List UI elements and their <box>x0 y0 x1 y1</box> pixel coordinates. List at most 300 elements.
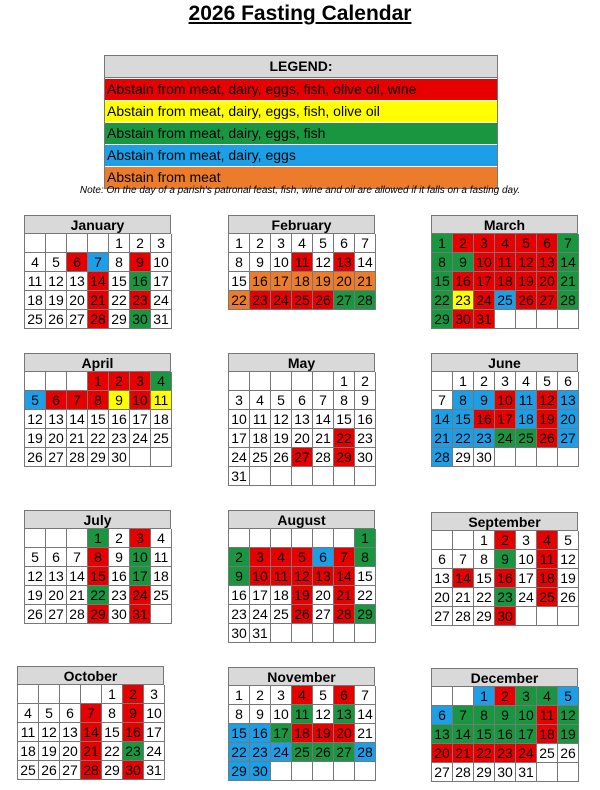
day-cell: 21 <box>355 724 376 743</box>
day-cell: 12 <box>271 410 292 429</box>
day-cell: 23 <box>250 743 271 762</box>
month-title: December <box>431 668 578 686</box>
day-cell: 10 <box>495 391 516 410</box>
day-cell: 1 <box>355 529 376 548</box>
day-cell: 14 <box>355 705 376 724</box>
day-cell: 1 <box>229 686 250 705</box>
day-cell: 5 <box>25 548 46 567</box>
day-cell: 29 <box>88 448 109 467</box>
day-cell: 17 <box>130 410 151 429</box>
day-cell: 24 <box>250 605 271 624</box>
day-cell: 20 <box>432 588 453 607</box>
day-cell: 6 <box>432 706 453 725</box>
day-cell: 31 <box>474 310 495 329</box>
day-cell: 15 <box>453 410 474 429</box>
day-cell: 2 <box>109 529 130 548</box>
empty-cell <box>432 372 453 391</box>
empty-cell <box>516 310 537 329</box>
month-title: April <box>24 353 171 371</box>
page-title: 2026 Fasting Calendar <box>188 2 412 25</box>
day-cell: 20 <box>334 724 355 743</box>
day-cell: 10 <box>151 253 172 272</box>
day-cell: 8 <box>474 550 495 569</box>
month-april <box>24 353 171 467</box>
day-cell: 23 <box>229 605 250 624</box>
empty-cell <box>355 624 376 643</box>
empty-cell <box>25 529 46 548</box>
day-cell: 29 <box>474 763 495 782</box>
day-cell: 30 <box>130 310 151 329</box>
day-cell: 6 <box>334 686 355 705</box>
empty-cell <box>292 372 313 391</box>
day-cell: 9 <box>495 706 516 725</box>
day-cell: 24 <box>516 588 537 607</box>
day-cell: 30 <box>229 624 250 643</box>
day-cell: 24 <box>151 291 172 310</box>
day-grid <box>228 685 375 781</box>
day-cell: 26 <box>46 310 67 329</box>
day-cell: 17 <box>151 272 172 291</box>
day-cell: 11 <box>151 548 172 567</box>
day-cell: 8 <box>102 704 123 723</box>
day-cell: 7 <box>81 704 102 723</box>
empty-cell <box>67 529 88 548</box>
day-cell: 19 <box>25 429 46 448</box>
empty-cell <box>60 685 81 704</box>
day-cell: 11 <box>292 705 313 724</box>
day-cell: 28 <box>67 605 88 624</box>
empty-cell <box>292 762 313 781</box>
day-grid <box>228 371 375 486</box>
day-grid <box>431 686 578 782</box>
day-cell: 9 <box>250 705 271 724</box>
day-cell: 25 <box>537 588 558 607</box>
empty-cell <box>151 605 172 624</box>
day-cell: 18 <box>250 429 271 448</box>
day-cell: 5 <box>39 704 60 723</box>
day-cell: 17 <box>516 569 537 588</box>
day-cell: 25 <box>18 761 39 780</box>
day-cell: 17 <box>495 410 516 429</box>
day-cell: 23 <box>474 429 495 448</box>
day-cell: 14 <box>558 253 579 272</box>
month-title: June <box>431 353 578 371</box>
day-cell: 2 <box>474 372 495 391</box>
day-cell: 13 <box>292 410 313 429</box>
day-cell: 9 <box>130 253 151 272</box>
empty-cell <box>537 763 558 782</box>
legend-item-no-meat-dairy-eggs: Abstain from meat, dairy, eggs <box>105 144 497 166</box>
day-grid <box>431 530 578 626</box>
day-cell: 26 <box>292 605 313 624</box>
day-cell: 20 <box>60 742 81 761</box>
empty-cell <box>67 372 88 391</box>
day-cell: 13 <box>60 723 81 742</box>
day-cell: 27 <box>67 310 88 329</box>
day-cell: 27 <box>558 429 579 448</box>
day-cell: 29 <box>102 761 123 780</box>
day-cell: 18 <box>495 272 516 291</box>
day-cell: 9 <box>123 704 144 723</box>
day-cell: 16 <box>250 272 271 291</box>
day-cell: 4 <box>495 234 516 253</box>
day-cell: 24 <box>130 586 151 605</box>
empty-cell <box>46 234 67 253</box>
empty-cell <box>271 762 292 781</box>
empty-cell <box>495 448 516 467</box>
day-cell: 29 <box>453 448 474 467</box>
day-cell: 11 <box>495 253 516 272</box>
day-cell: 4 <box>537 531 558 550</box>
day-cell: 15 <box>229 272 250 291</box>
day-cell: 25 <box>292 291 313 310</box>
month-july <box>24 510 171 624</box>
day-cell: 9 <box>109 391 130 410</box>
day-cell: 10 <box>516 706 537 725</box>
day-cell: 25 <box>151 586 172 605</box>
empty-cell <box>292 467 313 486</box>
legend-heading: LEGEND: <box>105 56 497 78</box>
day-cell: 19 <box>313 724 334 743</box>
day-cell: 17 <box>516 725 537 744</box>
day-cell: 9 <box>474 391 495 410</box>
day-cell: 3 <box>130 372 151 391</box>
day-cell: 1 <box>229 234 250 253</box>
day-cell: 25 <box>151 429 172 448</box>
day-cell: 4 <box>151 372 172 391</box>
day-cell: 13 <box>46 410 67 429</box>
day-cell: 3 <box>516 687 537 706</box>
empty-cell <box>558 607 579 626</box>
legend-item-no-meat: Abstain from meat <box>105 166 497 188</box>
day-cell: 17 <box>130 567 151 586</box>
empty-cell <box>537 310 558 329</box>
day-cell: 14 <box>67 567 88 586</box>
day-cell: 7 <box>67 391 88 410</box>
day-cell: 31 <box>130 605 151 624</box>
day-cell: 16 <box>130 272 151 291</box>
day-cell: 10 <box>250 567 271 586</box>
day-cell: 25 <box>495 291 516 310</box>
month-title: September <box>431 512 578 530</box>
day-cell: 7 <box>67 548 88 567</box>
empty-cell <box>516 448 537 467</box>
day-cell: 14 <box>67 410 88 429</box>
day-cell: 21 <box>67 429 88 448</box>
day-cell: 7 <box>453 550 474 569</box>
day-cell: 29 <box>474 607 495 626</box>
day-cell: 9 <box>109 548 130 567</box>
day-cell: 2 <box>495 687 516 706</box>
legend <box>104 55 498 189</box>
day-cell: 24 <box>495 429 516 448</box>
day-cell: 18 <box>271 586 292 605</box>
day-cell: 19 <box>516 272 537 291</box>
day-cell: 12 <box>46 272 67 291</box>
day-cell: 17 <box>250 586 271 605</box>
empty-cell <box>250 372 271 391</box>
day-cell: 3 <box>495 372 516 391</box>
month-december <box>431 668 578 782</box>
day-cell: 3 <box>229 391 250 410</box>
day-cell: 12 <box>313 705 334 724</box>
day-cell: 19 <box>558 569 579 588</box>
day-cell: 26 <box>25 605 46 624</box>
day-cell: 21 <box>67 586 88 605</box>
empty-cell <box>151 448 172 467</box>
day-cell: 4 <box>151 529 172 548</box>
day-cell: 30 <box>250 762 271 781</box>
month-title: November <box>228 667 375 685</box>
day-cell: 31 <box>250 624 271 643</box>
day-cell: 17 <box>474 272 495 291</box>
day-cell: 6 <box>46 548 67 567</box>
day-cell: 13 <box>334 705 355 724</box>
day-cell: 27 <box>334 743 355 762</box>
day-cell: 18 <box>292 724 313 743</box>
day-cell: 14 <box>81 723 102 742</box>
day-cell: 19 <box>313 272 334 291</box>
month-january <box>24 215 171 329</box>
day-cell: 24 <box>229 448 250 467</box>
day-cell: 31 <box>144 761 165 780</box>
day-cell: 26 <box>313 743 334 762</box>
empty-cell <box>271 467 292 486</box>
day-cell: 11 <box>151 391 172 410</box>
day-cell: 30 <box>109 605 130 624</box>
day-cell: 22 <box>229 291 250 310</box>
empty-cell <box>25 234 46 253</box>
empty-cell <box>432 531 453 550</box>
month-november <box>228 667 375 781</box>
day-cell: 11 <box>18 723 39 742</box>
day-cell: 17 <box>271 272 292 291</box>
empty-cell <box>537 607 558 626</box>
day-cell: 14 <box>453 569 474 588</box>
empty-cell <box>313 467 334 486</box>
day-cell: 7 <box>334 548 355 567</box>
day-grid <box>24 528 171 624</box>
day-cell: 5 <box>313 234 334 253</box>
day-cell: 10 <box>271 705 292 724</box>
day-cell: 19 <box>271 429 292 448</box>
day-cell: 17 <box>229 429 250 448</box>
day-cell: 2 <box>130 234 151 253</box>
day-cell: 16 <box>109 567 130 586</box>
day-cell: 20 <box>432 744 453 763</box>
day-cell: 11 <box>537 550 558 569</box>
day-cell: 6 <box>537 234 558 253</box>
day-cell: 6 <box>46 391 67 410</box>
day-cell: 26 <box>558 744 579 763</box>
day-cell: 7 <box>88 253 109 272</box>
day-cell: 1 <box>474 531 495 550</box>
day-cell: 12 <box>516 253 537 272</box>
day-cell: 21 <box>88 291 109 310</box>
day-cell: 25 <box>537 744 558 763</box>
day-cell: 8 <box>432 253 453 272</box>
empty-cell <box>271 372 292 391</box>
day-cell: 18 <box>516 410 537 429</box>
day-cell: 12 <box>537 391 558 410</box>
day-cell: 10 <box>144 704 165 723</box>
month-october <box>17 666 164 780</box>
day-cell: 28 <box>67 448 88 467</box>
day-cell: 24 <box>516 744 537 763</box>
day-cell: 29 <box>109 310 130 329</box>
day-cell: 2 <box>109 372 130 391</box>
empty-cell <box>558 448 579 467</box>
day-grid <box>228 528 375 643</box>
empty-cell <box>313 762 334 781</box>
day-cell: 5 <box>25 391 46 410</box>
day-cell: 29 <box>432 310 453 329</box>
month-title: July <box>24 510 171 528</box>
day-cell: 11 <box>516 391 537 410</box>
day-cell: 3 <box>130 529 151 548</box>
day-cell: 9 <box>453 253 474 272</box>
day-cell: 27 <box>334 291 355 310</box>
day-cell: 2 <box>229 548 250 567</box>
empty-cell <box>558 763 579 782</box>
day-cell: 22 <box>88 429 109 448</box>
day-cell: 22 <box>109 291 130 310</box>
day-cell: 20 <box>46 586 67 605</box>
day-cell: 3 <box>151 234 172 253</box>
day-cell: 2 <box>123 685 144 704</box>
day-cell: 4 <box>18 704 39 723</box>
day-cell: 18 <box>537 569 558 588</box>
day-cell: 23 <box>495 744 516 763</box>
day-cell: 14 <box>432 410 453 429</box>
day-cell: 24 <box>130 429 151 448</box>
day-cell: 1 <box>102 685 123 704</box>
day-cell: 20 <box>537 272 558 291</box>
day-cell: 23 <box>123 742 144 761</box>
day-cell: 7 <box>355 234 376 253</box>
day-cell: 11 <box>250 410 271 429</box>
day-cell: 14 <box>355 253 376 272</box>
day-cell: 22 <box>474 744 495 763</box>
day-cell: 13 <box>46 567 67 586</box>
day-cell: 5 <box>313 686 334 705</box>
empty-cell <box>292 624 313 643</box>
day-cell: 20 <box>313 586 334 605</box>
day-cell: 16 <box>123 723 144 742</box>
day-cell: 4 <box>537 687 558 706</box>
day-cell: 14 <box>88 272 109 291</box>
day-cell: 2 <box>250 686 271 705</box>
day-cell: 28 <box>334 605 355 624</box>
day-cell: 2 <box>495 531 516 550</box>
empty-cell <box>292 529 313 548</box>
day-cell: 15 <box>88 410 109 429</box>
day-cell: 26 <box>537 429 558 448</box>
day-cell: 27 <box>46 448 67 467</box>
day-cell: 8 <box>334 391 355 410</box>
day-cell: 5 <box>516 234 537 253</box>
day-cell: 5 <box>558 687 579 706</box>
day-cell: 9 <box>495 550 516 569</box>
day-cell: 30 <box>474 448 495 467</box>
day-cell: 21 <box>558 272 579 291</box>
day-cell: 4 <box>25 253 46 272</box>
day-cell: 5 <box>292 548 313 567</box>
day-cell: 26 <box>39 761 60 780</box>
day-cell: 11 <box>271 567 292 586</box>
empty-cell <box>18 685 39 704</box>
day-cell: 23 <box>453 291 474 310</box>
day-cell: 6 <box>292 391 313 410</box>
empty-cell <box>313 372 334 391</box>
day-cell: 27 <box>313 605 334 624</box>
day-cell: 31 <box>229 467 250 486</box>
day-cell: 1 <box>88 529 109 548</box>
legend-item-no-meat-dairy-eggs-fish: Abstain from meat, dairy, eggs, fish <box>105 122 497 144</box>
day-cell: 28 <box>453 607 474 626</box>
day-cell: 30 <box>453 310 474 329</box>
day-cell: 19 <box>537 410 558 429</box>
day-cell: 2 <box>355 372 376 391</box>
day-cell: 8 <box>355 548 376 567</box>
day-cell: 12 <box>558 550 579 569</box>
day-cell: 21 <box>453 588 474 607</box>
empty-cell <box>25 372 46 391</box>
day-cell: 28 <box>432 448 453 467</box>
day-cell: 6 <box>558 372 579 391</box>
day-cell: 6 <box>67 253 88 272</box>
empty-cell <box>313 529 334 548</box>
day-cell: 9 <box>355 391 376 410</box>
day-cell: 7 <box>313 391 334 410</box>
empty-cell <box>67 234 88 253</box>
day-cell: 11 <box>25 272 46 291</box>
day-grid <box>24 371 171 467</box>
legend-item-no-meat-dairy-eggs-fish-oil: Abstain from meat, dairy, eggs, fish, olive oil <box>105 100 497 122</box>
day-cell: 1 <box>109 234 130 253</box>
empty-cell <box>355 762 376 781</box>
empty-cell <box>334 624 355 643</box>
day-cell: 10 <box>229 410 250 429</box>
day-cell: 15 <box>109 272 130 291</box>
day-cell: 21 <box>453 744 474 763</box>
empty-cell <box>537 448 558 467</box>
day-cell: 13 <box>558 391 579 410</box>
day-cell: 25 <box>271 605 292 624</box>
day-cell: 8 <box>474 706 495 725</box>
day-cell: 30 <box>495 763 516 782</box>
empty-cell <box>432 687 453 706</box>
day-cell: 24 <box>474 291 495 310</box>
day-cell: 28 <box>313 448 334 467</box>
day-cell: 20 <box>67 291 88 310</box>
day-cell: 9 <box>250 253 271 272</box>
empty-cell <box>250 529 271 548</box>
month-title: August <box>228 510 375 528</box>
day-cell: 25 <box>250 448 271 467</box>
empty-cell <box>271 624 292 643</box>
day-cell: 3 <box>474 234 495 253</box>
day-cell: 22 <box>88 586 109 605</box>
day-cell: 11 <box>537 706 558 725</box>
day-cell: 27 <box>432 763 453 782</box>
empty-cell <box>334 762 355 781</box>
day-cell: 28 <box>355 743 376 762</box>
day-cell: 16 <box>109 410 130 429</box>
day-cell: 24 <box>271 743 292 762</box>
day-cell: 26 <box>558 588 579 607</box>
empty-cell <box>88 234 109 253</box>
